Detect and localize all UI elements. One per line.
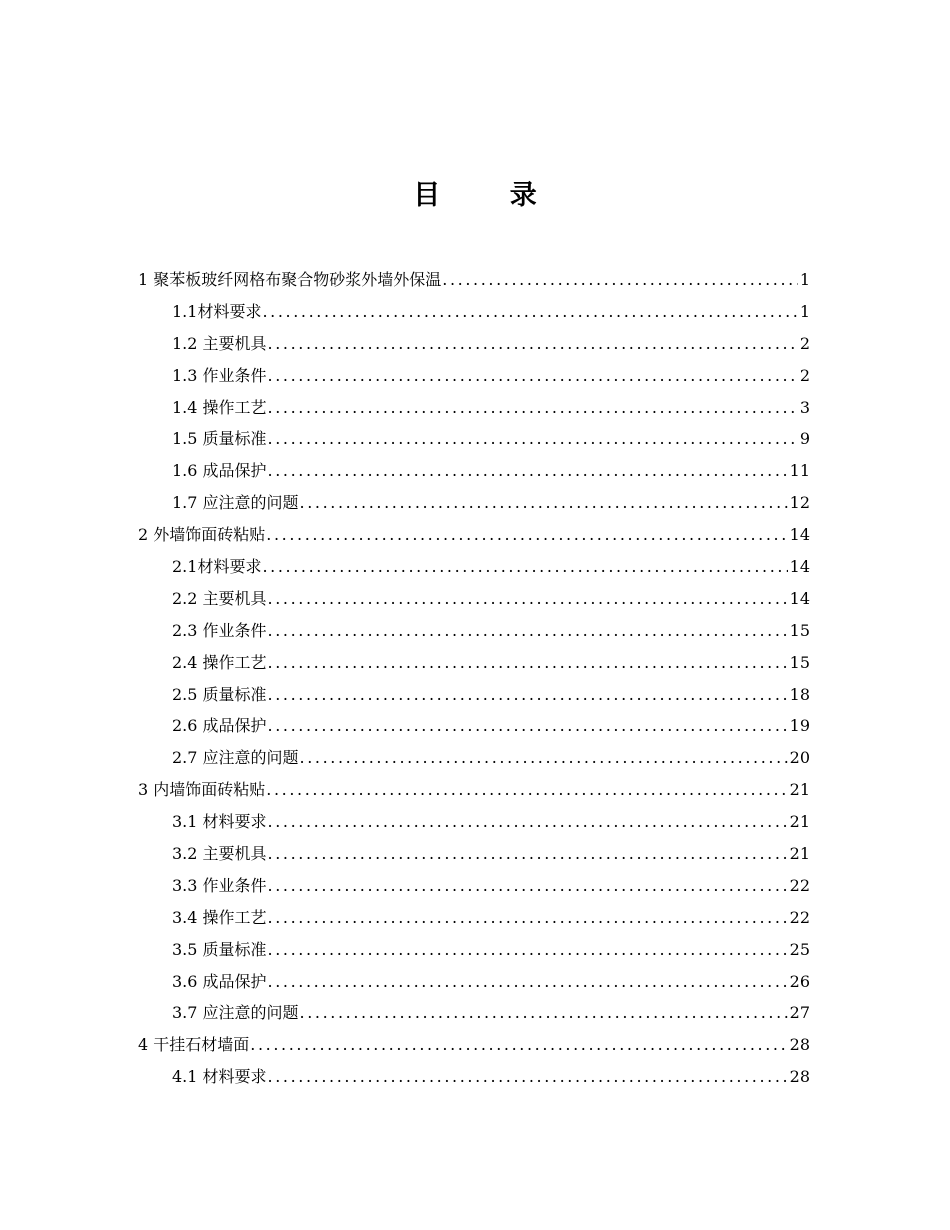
toc-dot-leader	[268, 870, 788, 902]
toc-section-entry[interactable]	[138, 423, 810, 455]
toc-entry-label: 2.5 质量标准	[172, 684, 267, 704]
toc-section-entry[interactable]	[138, 997, 810, 1029]
toc-entry-page-number: 21	[789, 812, 810, 832]
toc-entry-page-number: 26	[789, 971, 810, 991]
toc-entry-page-number: 27	[789, 1003, 810, 1023]
toc-section-entry[interactable]	[138, 487, 810, 519]
toc-section-entry[interactable]	[138, 679, 810, 711]
toc-entry-page-number: 28	[789, 1035, 810, 1055]
toc-list	[138, 264, 810, 1093]
toc-section-entry[interactable]	[138, 806, 810, 838]
toc-entry-label: 1.3 作业条件	[172, 365, 267, 385]
toc-dot-leader	[262, 296, 797, 328]
toc-entry-page-number: 14	[789, 557, 810, 577]
toc-entry-label: 3.4 操作工艺	[172, 907, 267, 927]
toc-dot-leader	[300, 742, 788, 774]
toc-entry-page-number: 3	[799, 397, 810, 417]
toc-entry-page-number: 22	[789, 907, 810, 927]
toc-section-entry[interactable]	[138, 870, 810, 902]
toc-entry-page-number: 22	[789, 875, 810, 895]
toc-entry-label: 1.6 成品保护	[172, 461, 267, 481]
toc-entry-page-number: 15	[789, 652, 810, 672]
toc-dot-leader	[300, 487, 788, 519]
toc-section-entry[interactable]	[138, 742, 810, 774]
toc-entry-page-number: 2	[799, 333, 810, 353]
toc-entry-label: 4 干挂石材墙面	[138, 1035, 250, 1055]
toc-entry-page-number: 19	[789, 716, 810, 736]
toc-title: 目 录	[413, 180, 567, 211]
toc-chapter-entry[interactable]	[138, 519, 810, 551]
toc-chapter-entry[interactable]	[138, 1029, 810, 1061]
toc-entry-label: 2.2 主要机具	[172, 588, 267, 608]
toc-entry-page-number: 1	[799, 270, 810, 289]
toc-dot-leader	[268, 360, 798, 392]
toc-dot-leader	[268, 615, 788, 647]
toc-dot-leader	[268, 679, 788, 711]
toc-entry-page-number: 12	[789, 493, 810, 513]
toc-dot-leader	[268, 328, 798, 360]
toc-entry-page-number: 15	[789, 620, 810, 640]
toc-entry-page-number: 21	[789, 780, 810, 800]
toc-chapter-entry[interactable]	[138, 774, 810, 806]
toc-dot-leader	[268, 710, 788, 742]
toc-dot-leader	[268, 1061, 788, 1093]
toc-entry-label: 3 内墙饰面砖粘贴	[138, 780, 266, 800]
toc-entry-label: 3.6 成品保护	[172, 971, 267, 991]
toc-entry-page-number: 21	[789, 844, 810, 864]
toc-dot-leader	[268, 966, 788, 998]
toc-entry-label: 4.1 材料要求	[172, 1067, 267, 1087]
toc-chapter-entry[interactable]	[138, 264, 810, 296]
toc-section-entry[interactable]	[138, 455, 810, 487]
toc-entry-label: 3.3 作业条件	[172, 875, 267, 895]
toc-entry-page-number: 2	[799, 365, 810, 385]
toc-entry-label: 1.4 操作工艺	[172, 397, 267, 417]
toc-entry-label: 2.6 成品保护	[172, 716, 267, 736]
toc-entry-label: 2.7 应注意的问题	[172, 748, 299, 768]
toc-dot-leader	[268, 455, 788, 487]
toc-entry-label: 3.2 主要机具	[172, 844, 267, 864]
toc-section-entry[interactable]	[138, 838, 810, 870]
toc-section-entry[interactable]	[138, 328, 810, 360]
toc-section-entry[interactable]	[138, 392, 810, 424]
toc-entry-label: 3.7 应注意的问题	[172, 1003, 299, 1023]
toc-dot-leader	[268, 647, 788, 679]
toc-entry-label: 2.3 作业条件	[172, 620, 267, 640]
toc-entry-label: 3.1 材料要求	[172, 812, 267, 832]
toc-dot-leader	[266, 774, 787, 806]
toc-section-entry[interactable]	[138, 647, 810, 679]
toc-entry-label: 1.7 应注意的问题	[172, 493, 299, 513]
toc-entry-page-number: 9	[799, 429, 810, 449]
toc-section-entry[interactable]	[138, 551, 810, 583]
toc-entry-label: 2.1材料要求	[172, 557, 262, 577]
toc-dot-leader	[268, 806, 788, 838]
toc-section-entry[interactable]	[138, 934, 810, 966]
toc-dot-leader	[268, 838, 788, 870]
toc-entry-label: 1.1材料要求	[172, 301, 262, 321]
toc-entry-label: 2 外墙饰面砖粘贴	[138, 525, 266, 545]
toc-entry-page-number: 11	[789, 461, 810, 481]
toc-dot-leader	[268, 902, 788, 934]
toc-section-entry[interactable]	[138, 710, 810, 742]
toc-section-entry[interactable]	[138, 1061, 810, 1093]
toc-dot-leader	[262, 551, 787, 583]
toc-entry-label: 2.4 操作工艺	[172, 652, 267, 672]
toc-dot-leader	[266, 519, 787, 551]
toc-entry-label: 1.5 质量标准	[172, 429, 267, 449]
toc-section-entry[interactable]	[138, 966, 810, 998]
toc-dot-leader	[268, 392, 798, 424]
toc-dot-leader	[268, 423, 798, 455]
toc-section-entry[interactable]	[138, 360, 810, 392]
toc-section-entry[interactable]	[138, 296, 810, 328]
toc-entry-page-number: 14	[789, 525, 810, 545]
toc-entry-label: 3.5 质量标准	[172, 939, 267, 959]
toc-section-entry[interactable]	[138, 583, 810, 615]
toc-section-entry[interactable]	[138, 902, 810, 934]
toc-dot-leader	[268, 934, 788, 966]
toc-dot-leader	[268, 583, 788, 615]
toc-entry-label: 1 聚苯板玻纤网格布聚合物砂浆外墙外保温	[138, 270, 442, 289]
toc-entry-page-number: 28	[789, 1067, 810, 1087]
toc-entry-page-number: 1	[799, 301, 810, 321]
toc-entry-page-number: 14	[789, 588, 810, 608]
toc-entry-page-number: 20	[789, 748, 810, 768]
toc-entry-page-number: 18	[789, 684, 810, 704]
toc-entry-label: 1.2 主要机具	[172, 333, 267, 353]
toc-dot-leader	[442, 264, 798, 296]
toc-entry-page-number: 25	[789, 939, 810, 959]
toc-dot-leader	[300, 997, 788, 1029]
toc-dot-leader	[250, 1029, 787, 1061]
toc-section-entry[interactable]	[138, 615, 810, 647]
